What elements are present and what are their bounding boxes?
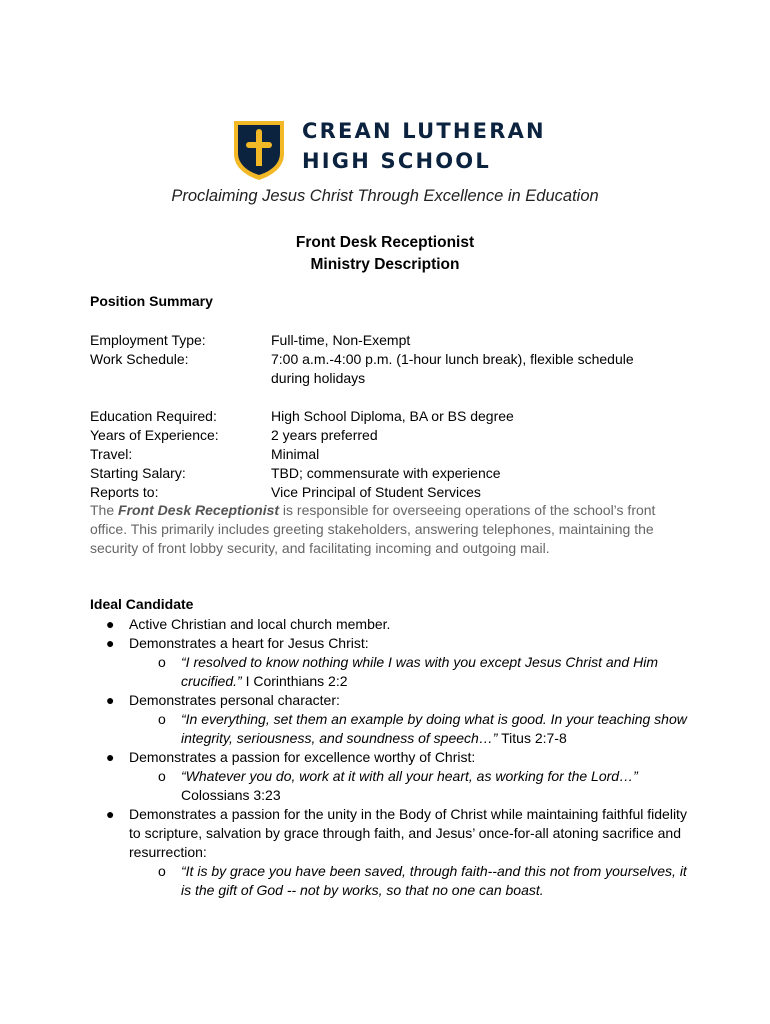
- position-summary-table: [90, 331, 671, 502]
- kv-row-salary: [90, 464, 671, 483]
- list-item-text: Active Christian and local church member.: [129, 616, 391, 632]
- kv-label: Travel:: [90, 446, 133, 462]
- sub-bullet-icon: o: [158, 654, 166, 670]
- kv-label: Reports to:: [90, 484, 159, 500]
- kv-row-travel: [90, 445, 671, 464]
- kv-label: Education Required:: [90, 408, 217, 424]
- list-item-text: Demonstrates personal character:: [129, 692, 340, 708]
- school-name: [302, 116, 546, 176]
- sub-bullet-icon: o: [158, 863, 166, 879]
- kv-value: TBD; commensurate with experience: [271, 465, 501, 481]
- list-item-text: Demonstrates a heart for Jesus Christ:: [129, 635, 369, 651]
- scripture-quote: “It is by grace you have been saved, through faith--and this not from yourselves, it is the gift of God -- not by works, so that no one can boast.: [181, 863, 687, 898]
- kv-row-employment-type: [90, 331, 671, 350]
- kv-row-experience: [90, 426, 671, 445]
- kv-value: Full-time, Non-Exempt: [271, 332, 411, 348]
- bullet-icon: ●: [106, 749, 115, 765]
- sub-list-item: [90, 862, 690, 900]
- list-item-text: Demonstrates a passion for the unity in the Body of Christ while maintaining faithful fidelity to scripture, salvation by grace through faith, and Jesus’ once-for-all atoning sacrifice and resurrection:: [129, 806, 687, 860]
- scripture-quote: “I resolved to know nothing while I was with you except Jesus Christ and Him crucified.”: [181, 654, 658, 689]
- ideal-candidate-heading: Ideal Candidate: [90, 596, 194, 612]
- list-item: [90, 634, 690, 653]
- position-summary-heading: Position Summary: [90, 293, 213, 309]
- role-summary-paragraph: [90, 501, 670, 558]
- list-item: [90, 748, 690, 767]
- summary-role: Front Desk Receptionist: [118, 502, 280, 518]
- bullet-icon: ●: [106, 635, 115, 651]
- sub-bullet-icon: o: [158, 711, 166, 727]
- scripture-quote: “Whatever you do, work at it with all your heart, as working for the Lord…”: [181, 768, 638, 784]
- kv-label: Starting Salary:: [90, 465, 186, 481]
- kv-label: Years of Experience:: [90, 427, 219, 443]
- sub-list-item: [90, 767, 690, 805]
- scripture-quote: “In everything, set them an example by doing what is good. In your teaching show integrity, seriousness, and soundness of speech…”: [181, 711, 687, 746]
- bullet-icon: ●: [106, 806, 115, 822]
- tagline: Proclaiming Jesus Christ Through Excellence in Education: [171, 187, 599, 205]
- kv-value: High School Diploma, BA or BS degree: [271, 408, 514, 424]
- list-item: [90, 691, 690, 710]
- title-line2: Ministry Description: [310, 256, 460, 273]
- scripture-reference: Colossians 3:23: [181, 787, 281, 803]
- list-item: [90, 615, 690, 634]
- scripture-reference: I Corinthians 2:2: [241, 673, 348, 689]
- kv-label: Employment Type:: [90, 332, 206, 348]
- sub-list-item: [90, 653, 690, 691]
- kv-row-work-schedule: [90, 350, 671, 388]
- summary-intro: The: [90, 502, 119, 518]
- bullet-icon: ●: [106, 692, 115, 708]
- school-name-line1: CREAN LUTHERAN: [302, 119, 546, 143]
- title-line1: Front Desk Receptionist: [295, 234, 475, 251]
- summary-text: is responsible for overseeing operations of the school’s front office. This primarily includes greeting stakeholders, answering telephones, maintaining the security of front lobby security, and facilitating incoming and outgoing mail.: [90, 502, 656, 556]
- kv-value: Vice Principal of Student Services: [271, 484, 481, 500]
- sub-list-item: [90, 710, 690, 748]
- document-title: [0, 232, 770, 276]
- list-item: [90, 805, 690, 862]
- kv-label: Work Schedule:: [90, 351, 189, 367]
- sub-bullet-icon: o: [158, 768, 166, 784]
- bullet-icon: ●: [106, 616, 115, 632]
- list-item-text: Demonstrates a passion for excellence worthy of Christ:: [129, 749, 476, 765]
- school-name-line2: HIGH SCHOOL: [302, 149, 491, 173]
- kv-value: 7:00 a.m.-4:00 p.m. (1-hour lunch break), flexible schedule during holidays: [271, 351, 634, 386]
- kv-row-education: [90, 407, 671, 426]
- kv-value: 2 years preferred: [271, 427, 378, 443]
- ideal-candidate-list: [90, 615, 690, 900]
- scripture-reference: Titus 2:7-8: [497, 730, 567, 746]
- school-header: [0, 110, 770, 190]
- kv-row-reports-to: [90, 483, 671, 502]
- school-crest-icon: [231, 118, 287, 182]
- kv-value: Minimal: [271, 446, 320, 462]
